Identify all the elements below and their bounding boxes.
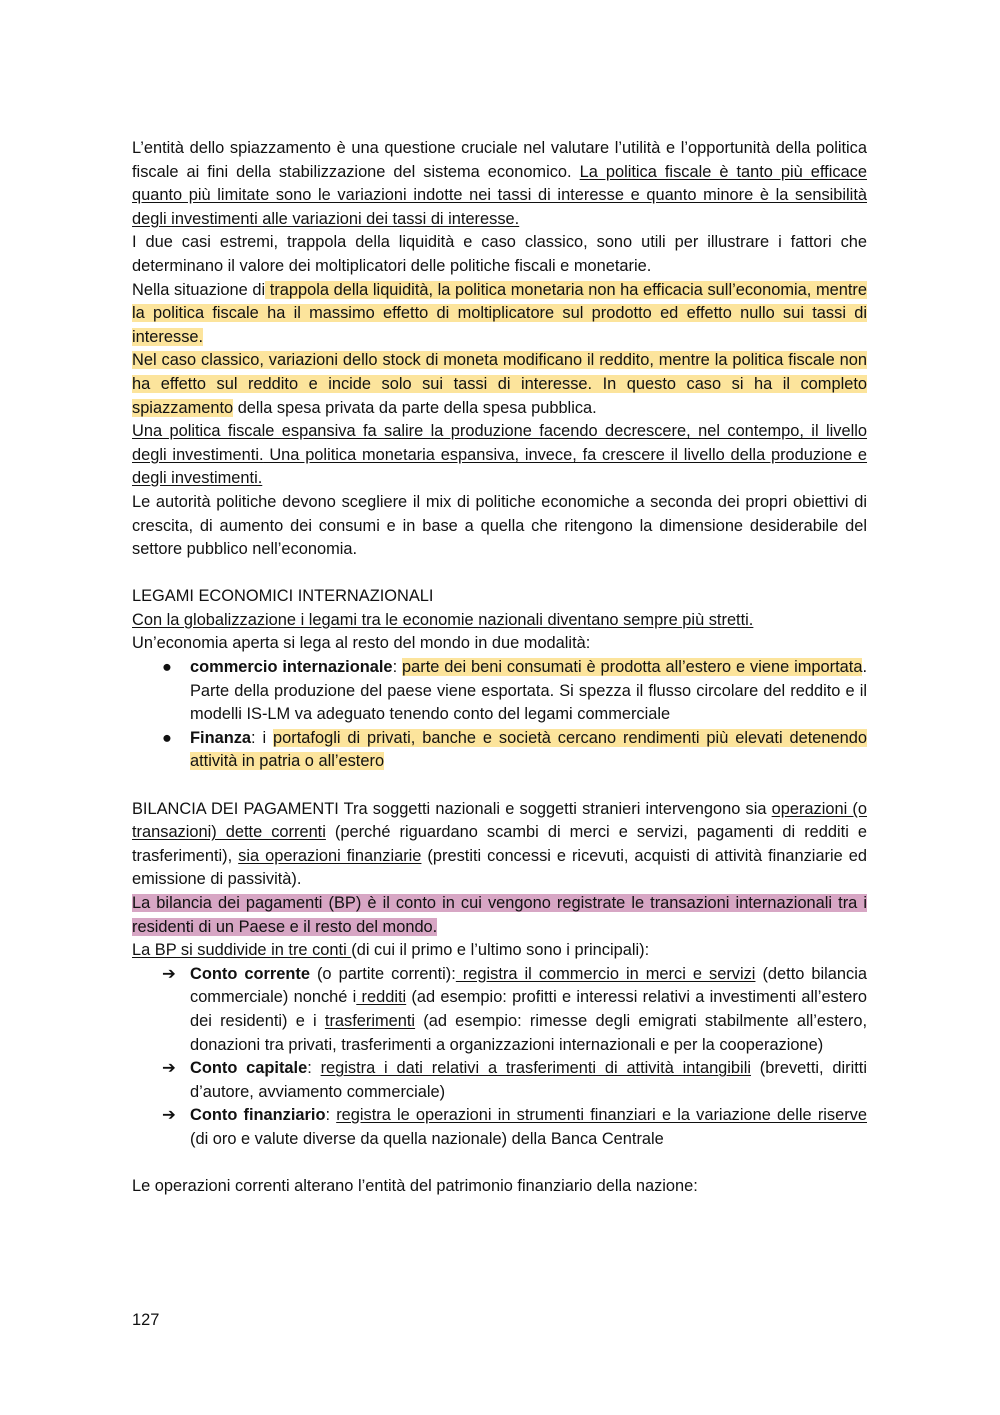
paragraph-bilancia-pagamenti — [132, 798, 867, 892]
text-span: (ad esempio: rimesse degli emigrati stabilmente all’estero, donazioni tra privati, trasferimenti a organizzazioni internazionali e per la cooperazione) — [190, 1011, 868, 1054]
text-span: della spesa privata da parte della spesa pubblica. — [233, 398, 597, 417]
paragraph-globalizzazione: Con la globalizzazione i legami tra le economie nazionali diventano sempre più stretti. — [132, 610, 754, 629]
highlighted-text: parte dei beni consumati è prodotta all’estero e viene importata — [402, 658, 863, 677]
paragraph-politica-espansiva — [132, 420, 867, 491]
underlined-text: La BP si suddivide in tre conti — [132, 941, 352, 960]
paragraph-economia-aperta: Un’economia aperta si lega al resto del mondo in due modalità: — [132, 634, 591, 653]
text-span: . Parte della produzione del paese viene esportata. Si spezza il flusso circolare del reddito e il modelli IS-LM va adeguato tenendo conto del legami commerciale — [190, 658, 868, 724]
paragraph-caso-classico — [132, 349, 867, 420]
paragraph-tre-conti — [132, 939, 867, 963]
text-span: (di cui il primo e l’ultimo sono i principali): — [351, 941, 650, 960]
underlined-text: sia operazioni finanziarie — [238, 846, 422, 865]
text-span: (detto bilancia commerciale) nonché i — [190, 964, 867, 1007]
underlined-text: La politica fiscale è tanto più efficace quanto più limitate sono le variazioni indotte nei tassi di interesse e quanto minore è la sensibilità degli investimenti alle variazioni dei tassi di interesse. — [132, 162, 867, 228]
section-heading: LEGAMI ECONOMICI INTERNAZIONALI — [132, 587, 434, 606]
underlined-text: registra il commercio in merci e servizi — [455, 964, 756, 983]
paragraph-spiazzamento — [132, 137, 867, 231]
highlighted-text: portafogli di privati, banche e società cercano rendimenti più elevati detenendo attività in patria o all’estero — [190, 728, 867, 771]
list-item-conto-finanziario — [132, 1104, 867, 1151]
arrow-list — [132, 963, 867, 1152]
underlined-text: registra le operazioni in strumenti finanziari e la variazione delle riserve — [336, 1106, 867, 1125]
underlined-text: redditi — [356, 988, 407, 1007]
list-item-conto-corrente — [132, 963, 867, 1057]
paragraph-casi-estremi: I due casi estremi, trappola della liquidità e caso classico, sono utili per illustrare i fattori che determinano il valore dei moltiplicatori delle politiche fiscali e monetarie. — [132, 233, 867, 275]
arrow-icon: ➔ — [162, 1106, 176, 1125]
bullet-icon: ● — [162, 658, 172, 677]
bold-term: Conto corrente — [190, 964, 310, 983]
paragraph-operazioni-correnti: Le operazioni correnti alterano l’entità del patrimonio finanziario della nazione: — [132, 1177, 698, 1196]
spacer — [132, 1152, 867, 1176]
arrow-icon: ➔ — [162, 1059, 176, 1078]
underlined-text: trasferimenti — [324, 1011, 416, 1030]
bullet-list — [132, 656, 867, 774]
spacer — [132, 562, 867, 586]
text-span: (brevetti, diritti d’autore, avviamento commerciale) — [190, 1059, 867, 1101]
spacer — [132, 774, 867, 798]
page-number: 127 — [132, 1311, 160, 1329]
text-span: : i — [251, 728, 274, 747]
text-span: (o partite correnti): — [309, 964, 456, 983]
text-span: BILANCIA DEI PAGAMENTI Tra soggetti nazionali e soggetti stranieri intervengono sia — [132, 799, 772, 818]
underlined-text: operazioni (o transazioni) dette correnti — [132, 799, 867, 842]
text-span: (ad esempio: profitti e interessi relativi a investimenti all’estero dei residenti) e i — [190, 988, 867, 1030]
text-span: : — [392, 658, 403, 677]
arrow-icon: ➔ — [162, 964, 176, 983]
page-body — [132, 137, 867, 1199]
bold-term: Finanza — [190, 728, 252, 747]
underlined-text: Una politica fiscale espansiva fa salire la produzione facendo decrescere, nel contempo, il livello degli investimenti. — [132, 422, 867, 464]
bold-term: Conto capitale — [190, 1059, 308, 1078]
highlighted-text: Nel caso classico, variazioni dello stock di moneta modificano il reddito, mentre la politica fiscale non ha effetto sul reddito e incide solo sui tassi di interesse. In questo caso si ha il completo spiazzamento — [132, 351, 867, 417]
text-span: L’entità dello spiazzamento è una questione cruciale nel valutare l’utilità e l’opportunità della politica fiscale ai fini della stabilizzazione del sistema economico. — [132, 139, 867, 181]
list-item-conto-capitale — [132, 1057, 867, 1104]
text-span: : — [325, 1106, 337, 1125]
underlined-text: Una politica monetaria espansiva, invece, fa crescere il livello della produzione e degli investimenti. — [132, 445, 868, 488]
paragraph-definizione-bp — [132, 892, 867, 939]
list-item — [132, 656, 867, 727]
list-item — [132, 727, 867, 774]
paragraph-trappola-liquidita — [132, 279, 867, 350]
paragraph-mix-politiche: Le autorità politiche devono scegliere il mix di politiche economiche a seconda dei propri obiettivi di crescita, di aumento dei consumi e in base a quella che ritengono la dimensione desiderabile del settore pubblico nell’economia. — [132, 492, 867, 559]
underlined-text: registra i dati relativi a trasferimenti di attività intangibili — [320, 1059, 751, 1078]
text-span: : — [307, 1059, 321, 1078]
highlighted-text: trappola della liquidità, la politica monetaria non ha efficacia sull’economia, mentre la politica fiscale ha il massimo effetto di moltiplicatore sul prodotto ed effetto nullo sui tassi di interesse. — [132, 280, 867, 346]
text-span: (perché riguardano scambi di merci e servizi, pagamenti di redditi e trasferimenti), — [132, 823, 867, 865]
bold-term: commercio internazionale — [190, 658, 393, 677]
text-span: (prestiti concessi e ricevuti, acquisti di attività finanziarie ed emissione di passività). — [132, 846, 867, 889]
highlighted-text: La bilancia dei pagamenti (BP) è il conto in cui vengono registrate le transazioni internazionali tra i residenti di un Paese e il resto del mondo. — [132, 894, 867, 936]
text-span: (di oro e valute diverse da quella nazionale) della Banca Centrale — [190, 1129, 664, 1148]
text-span: Nella situazione di — [132, 280, 266, 299]
bold-term: Conto finanziario — [190, 1106, 326, 1125]
bullet-icon: ● — [162, 728, 172, 747]
